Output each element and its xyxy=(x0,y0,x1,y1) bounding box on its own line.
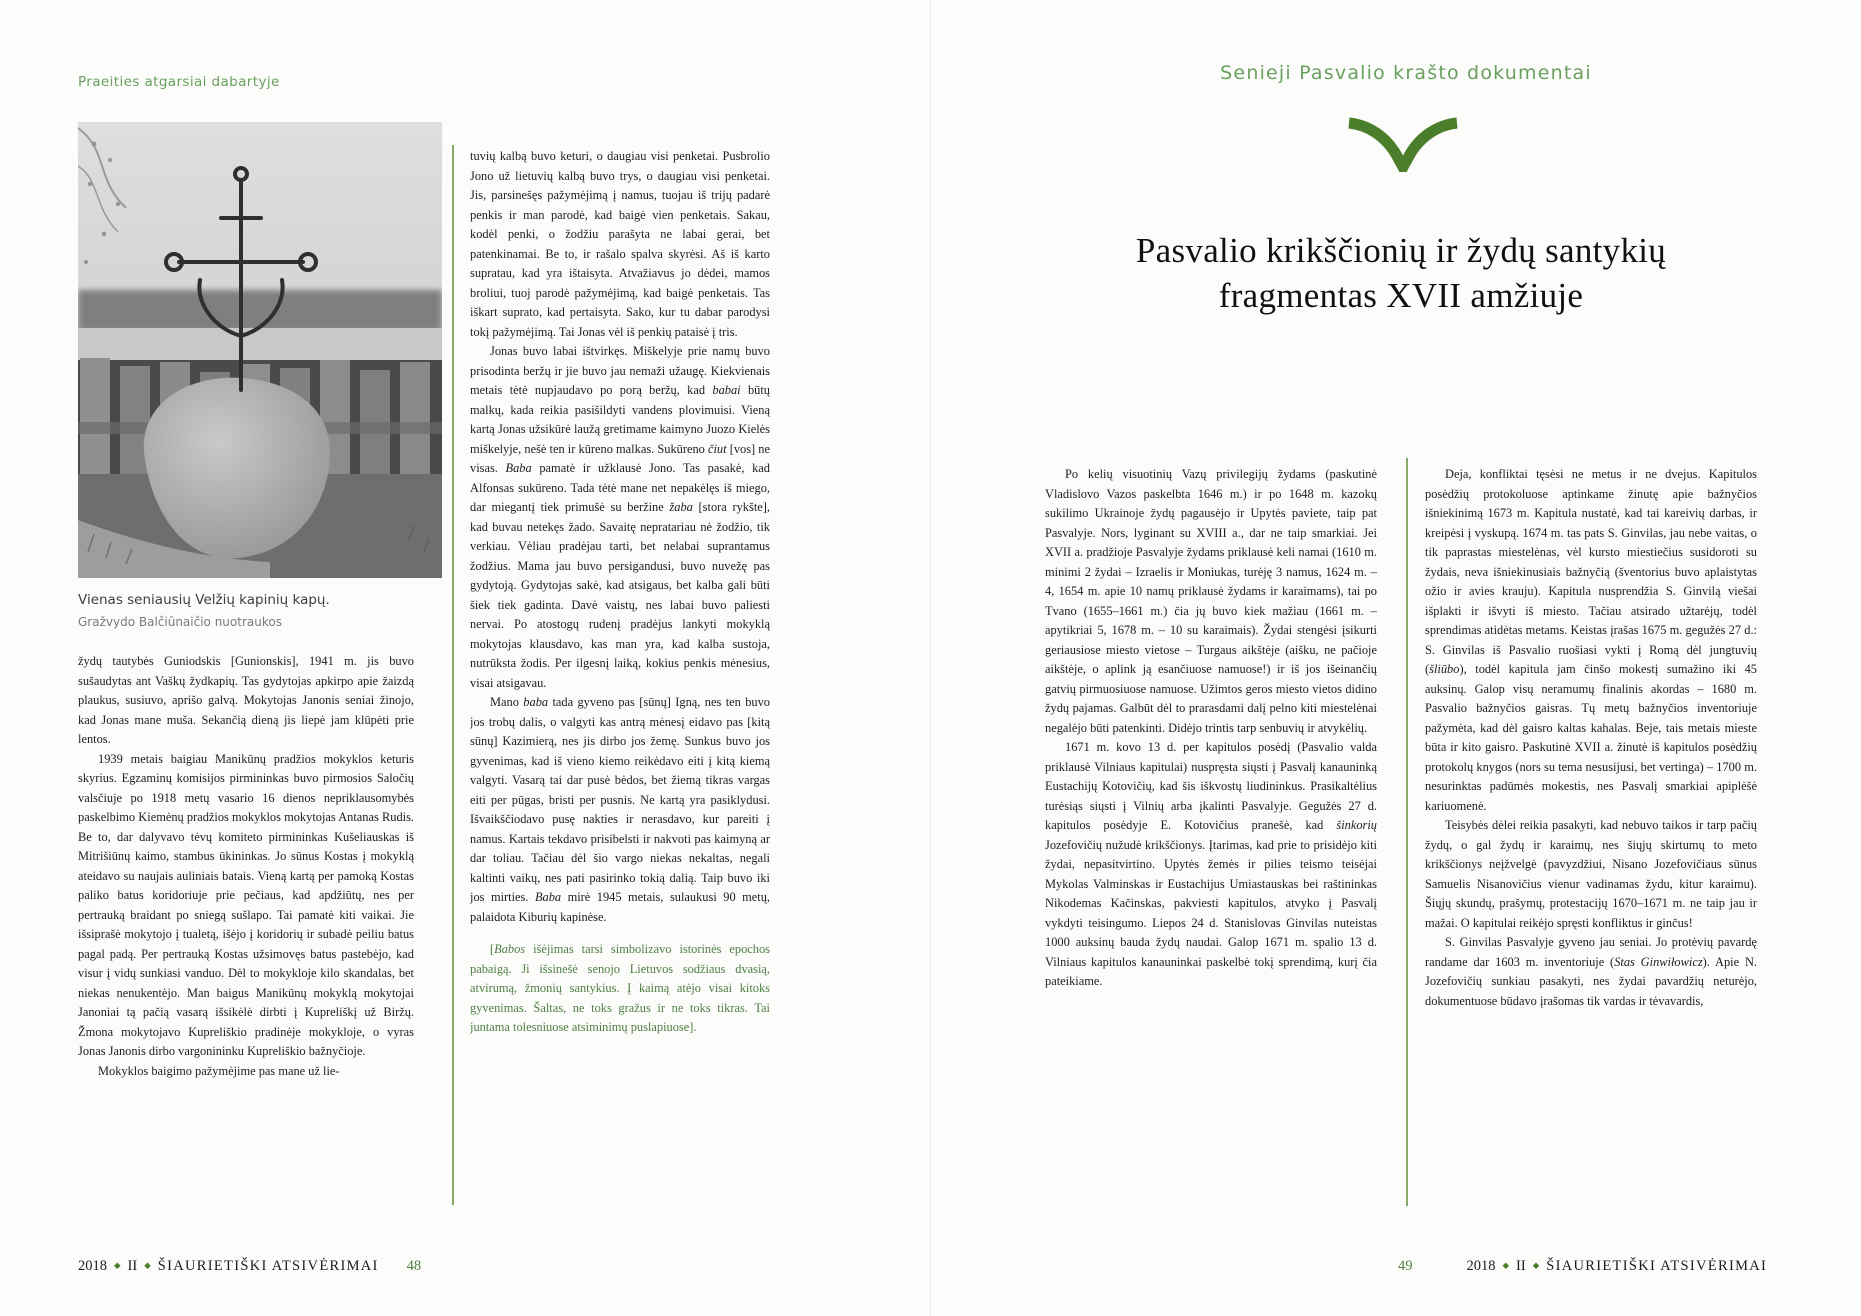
diamond-icon: ◆ xyxy=(1502,1260,1510,1270)
footer-issue: II xyxy=(127,1258,138,1274)
paragraph: Mano baba tada gyveno pas [sūnų] Igną, nes ten buvo jos trobų dalis, o valgyti kas antrą mėnesį eidavo pas [kitą sūnų] Kazimierą, nes jis dirbo jos žemę. Sunkus buvo jos gyvenimas, kad iš vieno kiemo reikėdavo eiti į kitą kiemą valgyti. Vasarą tai dar pusė bėdos, bet žiemą tikras vargas eiti per pūgas, bristi per pusnis. Ne kartą yra pasiklydusi. Išvaikščiodavo pusę nakties ir nerasdavo, kur pareiti į namus. Kartais tekdavo prisibelsti ir nakvoti pas kaimyną ar dar toliau. Tačiau dėl šio vargo niekas nekaltas, negali kaltinti vaikų, nes pati pasirinko tokią dalią. Taip buvo iki jos mirties. Baba mirė 1945 metais, sulaukusi 90 metų, palaidota Kiburių kapinėse. xyxy=(470,695,770,924)
footer-issue: II xyxy=(1516,1258,1526,1274)
paragraph: žydų tautybės Guniodskis [Gunionskis], 1941 m. jis buvo sušaudytas ant Vaškų žydkapių. Tas gydytojas apkirpo apie žaizdą plaukus, susiuvo, aprišo galvą. Mokytojas Janonis seniai žinojo, kad Jonas mane muša. Sekančią dieną jis liepė jam klūpėti prie lentos. xyxy=(78,654,414,746)
footer-journal: ŠIAURIETIŠKI ATSIVĖRIMAI xyxy=(157,1258,379,1274)
chapter-glyph xyxy=(1344,116,1462,172)
photo-river xyxy=(78,328,442,360)
footer-journal: ŠIAURIETIŠKI ATSIVĖRIMAI xyxy=(1546,1258,1768,1274)
paragraph: tuvių kalbą buvo keturi, o daugiau visi penketai. Pusbrolio Jono už lietuvių kalbą buvo trys, o daugiau visi penketai. Jis, parsinešęs pažymėjimą į namus, tuojau iš trijų padarė penkis ir man parodė, kad baigė vien penketais. Sakau, kodėl penki, o žodžiu parašyta ne labai gerai, bet patenkinamai. Be to, ir rašalo spalva skyrėsi. Aš iš karto supratau, kad yra ištaisyta. Atvažiavus jo dėdei, mamos broliui, tuoj parodė pažymėjimą, kad baigė penketais. Tas iškart suprato, kad pertaisyta. Sako, kur tu dabar parodysi tokį pažymėjimą. Tai Jonas vėl iš penkių pataisė į tris. xyxy=(470,149,770,339)
cemetery-photo xyxy=(78,122,442,578)
running-head-right: Senieji Pasvalio krašto dokumentai xyxy=(1220,62,1592,84)
column-rule-right xyxy=(1406,458,1408,1206)
diamond-icon: ◆ xyxy=(1532,1260,1540,1270)
paragraph: 1671 m. kovo 13 d. per kapitulos posėdį (Pasvalio valda priklausė Vilniaus kapitulai) nuspręsta siųsti į Pasvalį kanauninką Eustachijų Kotovičių, kad šis iškvostų liudininkus. Prasikaltėlius turėsiąs siųsti į Vilnių arba įkalinti Pasvalyje. Gegužės 27 d. kapitulos posėdyje E. Kotovičius pranešė, kad šinkorių Jozefovičių nužudė krikščionys. Įtarimas, kad prie to prisidėjo kiti žydai, nepasitvirtino. Upytės žemės ir pilies teismo teisėjai Mykolas Valminskas ir Eustachijus Umiastauskas bei raštininkas Nikodemas Kačinskas, pakviesti kapitulos, atvyko į Pasvalį vykdyti teisingumo. Liepos 24 d. Stanislovas Ginvilas nuteistas 1000 auksinų bauda žydų naudai. Galop 1671 m. spalio 13 d. Vilniaus kapitulos kanauninkai paskelbė tokį sprendimą, kurį čia pateikiame. xyxy=(1045,740,1377,988)
page-number-right: 49 xyxy=(1398,1258,1413,1274)
paragraph: S. Ginvilas Pasvalyje gyveno jau seniai. Jo protėvių pavardę randame dar 1603 m. inventoriuje (Stas Ginwiłowicz). Apie N. Jozefovičių sunkiau pasakyti, nes žydai pavardžių neturėjo, dokumentuose būdavo įrašomas tik vardas ir tėvavardis, xyxy=(1425,935,1757,1008)
paragraph: Deja, konfliktai tęsėsi ne metus ir ne dvejus. Kapitulos posėdžių protokoluose aptinkame žinutę apie bažnyčios išniekinimą 1673 m. Kapitula nustatė, kad tai kareivių darbas, ir kreipėsi į vyskupą. 1674 m. tas pats S. Ginvilas, jau nebe vaitas, o tik paprastas miestelėnas, vėl kursto miestiečius susidoroti su žydais, neva išniekinusiais bažnyčią (šventorius buvo aplaistytas ožio ir avies krauju). Kapitula nusprendžia S. Ginvilą viešai išplakti ir išvyti iš miesto. Tačiau atsirado užtarėjų, todėl sprendimas atidėtas metams. Keistas įrašas 1675 m. gegužės 27 d.: S. Ginvilas iš Pasvalio ruošiasi vykti į Romą dėl jungtuvių (šliūbo), todėl kapitula jam činšo mokestį sumažino iki 45 auksinų. Galop visų neramumų finalinis akordas – 1680 m. Pasvalio bažnyčios gaisras. Tų metų bažnyčios inventoriuje pažymėta, kad dėl gaisro kaltas kahalas. Beje, tais metais mieste būta ir kito gaisro. Paskutinė XVII a. žinutė iš kapitulos posėdžių protokolų knygos (nors su tema nesusijusi, bet vertinga) – 1700 m. nesurinktas padūmės mokestis, nes Pasvalį smarkiai apiplėšė kariuomenė. xyxy=(1425,467,1757,813)
left-column-2 xyxy=(470,147,770,1239)
open-book-glyph-icon xyxy=(1344,116,1462,172)
paragraph: Po kelių visuotinių Vazų privilegijų žydams (paskutinė Vladislovo Vazos paskelbta 1646 m.) ir po 1648 m. kazokų sukilimo Ukrainoje žydų pagausėjo ir Upytės paviete, taip pat Pasvalyje. Nors, lyginant su XVIII a., dar ne taip smarkiai. Jei XVII a. pradžioje Pasvalyje žydams priklausė keli namai (1610 m. minimi 2 žydai – Izraelis ir Moniukas, turėję 3 namus, 1624 m. – 4, 1654 m. apie 10 namų priklausė žydams ir karaimams), tai po Tvano (1655–1661 m.) čia jų buvo kiek mažiau (1661 m. – apytikriai 5, 1678 m. – 10 su karaimais). Žydai stengėsi įsikurti geriausiose miesto vietose – Turgaus aikštėje (aišku, ne pačioje aikštėje, o aplink ją esančiuose namuose!) ir iš jos išeinančių gatvių pirmuosiuose namuose. Užimtos geros miesto vietos didino žydų pajamas. Galbūt dėl to prarasdami dalį pelno kiti miestelėnai negalėjo būti patenkinti. Didėjo trintis tarp senbuvių ir atvykėlių. xyxy=(1045,467,1377,735)
photo-credit: Gražvydo Balčiūnaičio nuotraukos xyxy=(78,615,282,629)
cemetery-photo-illustration xyxy=(78,122,442,578)
paragraph: Mokyklos baigimo pažymėjime pas mane už lie- xyxy=(98,1063,340,1078)
diamond-icon: ◆ xyxy=(144,1260,151,1270)
footer-year: 2018 xyxy=(78,1258,107,1274)
paragraph: 1939 metais baigiau Manikūnų pradžios mokyklos keturis skyrius. Egzaminų komisijos pirmininkas buvo pirmosios Saločių valsčiuje po 1918 metų vasario 16 dienos nepriklausomybės paskelbimo Kiemėnų pradžios mokyklos mokytojas Antanas Rudis. Be to, dar dalyvavo tėvų komiteto pirmininkas Kušeliauskas iš Mitrišiūnų kaimo, stambus ūkininkas. Jo sūnus Kostas į mokyklą ateidavo su naujais auliniais batais. Vieną kartą per pamoką Kostas paliko batus koridoriuje prie pečiaus, kad apdžiūtų, nes per pertrauką braidant po sniegą sušlapo. Tai pamatė kiti vaikai. Jie išsiprašė mokytojo į tualetą, išėjo į koridorių ir subadė peiliu batus pagal padą. Per pertrauką Kostas užsimovęs batus pastebėjo, kad visur į vidų sunkiasi vanduo. Dėl to mokykloje kilo skandalas, bet niekas nenukentėjo. Man baigus Manikūnų mokyklą mokytojai Janoniai tą pačią vasarą išsikėlė dirbti į Kupreliškį už Biržų. Žmona mokytojavo Kupreliškio pradinėje mokykloje, o vyras Jonas Janonis dirbo vargonininku Kupreliškio bažnyčioje. xyxy=(78,751,414,1058)
page-number-left: 48 xyxy=(406,1258,422,1274)
running-head-left: Praeities atgarsiai dabartyje xyxy=(78,74,280,90)
paragraph: [Babos išėjimas tarsi simbolizavo istorinės epochos pabaigą. Ji išsinešė senojo Lietuvos sodžiaus dvasią, atvirumą, žmonių santykius. Į kaimą atėjo visai kitoks gyvenimas. Šaltas, ne toks gražus ir ne toks tikras. Tai juntama tolesniuose atsiminimų puslapiuose]. xyxy=(470,942,770,1034)
diamond-icon: ◆ xyxy=(114,1260,121,1270)
photo-caption: Vienas seniausių Velžių kapinių kapų. xyxy=(78,592,330,608)
page-gutter xyxy=(930,0,931,1316)
article-title-line1: Pasvalio krikščionių ir žydų santykių xyxy=(1135,231,1667,270)
paragraph: Jonas buvo labai ištvirkęs. Miškelyje prie namų buvo prisodinta beržų ir jie buvo jau nemaži užaugę. Kiekvienais metais tėtė nupjaudavo po porą beržų, kad babai būtų malkų, kada reikia pasišildyti vandens plovimuisi. Vieną kartą Jonas užsikūrė laužą gretimame kaimyno Juozo Kielės miškelyje, nešė ten ir kūreno malkas. Sukūreno čiut [vos] ne visas. Baba pamatė ir užklausė Jono. Tas pasakė, kad Alfonsas sukūreno. Tada tėtė mane net nepakėlęs iš miego, dar miegantį tiek primušė su beržine žaba [stora rykšte], kad buvau netekęs žado. Savaitę nepratariau nė žodžio, tik verkiau. Vėliau pradėjau tarti, bet nelabai suprantamus žodžius. Mama jau buvo persigandusi, buvo nuvežę pas gydytoją. Gydytojas sakė, kad atsigaus, bet kalba gali būti šiek tiek gadinta. Davė vaistų, nes labai buvo paliesti nervai. Po atostogų rudenį pradėjus lankyti mokyklą mokytojas klausdavo, kas man yra, kad kalba sustoja, nutrūksta žodis. Per ilgesnį laiką, kokius penkis mėnesius, visai atsigavau. xyxy=(470,344,770,690)
left-column-1 xyxy=(78,652,414,1232)
footer-left xyxy=(78,1258,421,1275)
footer-journal-group xyxy=(1467,1258,1768,1274)
article-title-line2: fragmentas XVII amžiuje xyxy=(1218,276,1584,315)
footer-year: 2018 xyxy=(1466,1258,1496,1274)
right-column-2 xyxy=(1425,465,1757,1227)
column-rule-left xyxy=(452,145,454,1205)
paragraph: Teisybės dėlei reikia pasakyti, kad nebuvo taikos ir tarp pačių žydų, o gal žydų ir karaimų, nes šiųjų skirtumų to meto krikščionys neįžvelgė (pavyzdžiui, Nisano Jozefovičiaus sūnus Samuelis Nisanovičius vienur vadinamas žydu, kitur karaimu). Šiųjų skundų, prašymų, protestacijų 1670–1671 m. ne taip jau ir mažai. O kapitulai reikėjo spręsti konfliktus ir ginčus! xyxy=(1425,818,1757,930)
right-column-1 xyxy=(1045,465,1377,1227)
footer-right xyxy=(1398,1258,1767,1275)
article-title xyxy=(1020,228,1782,318)
